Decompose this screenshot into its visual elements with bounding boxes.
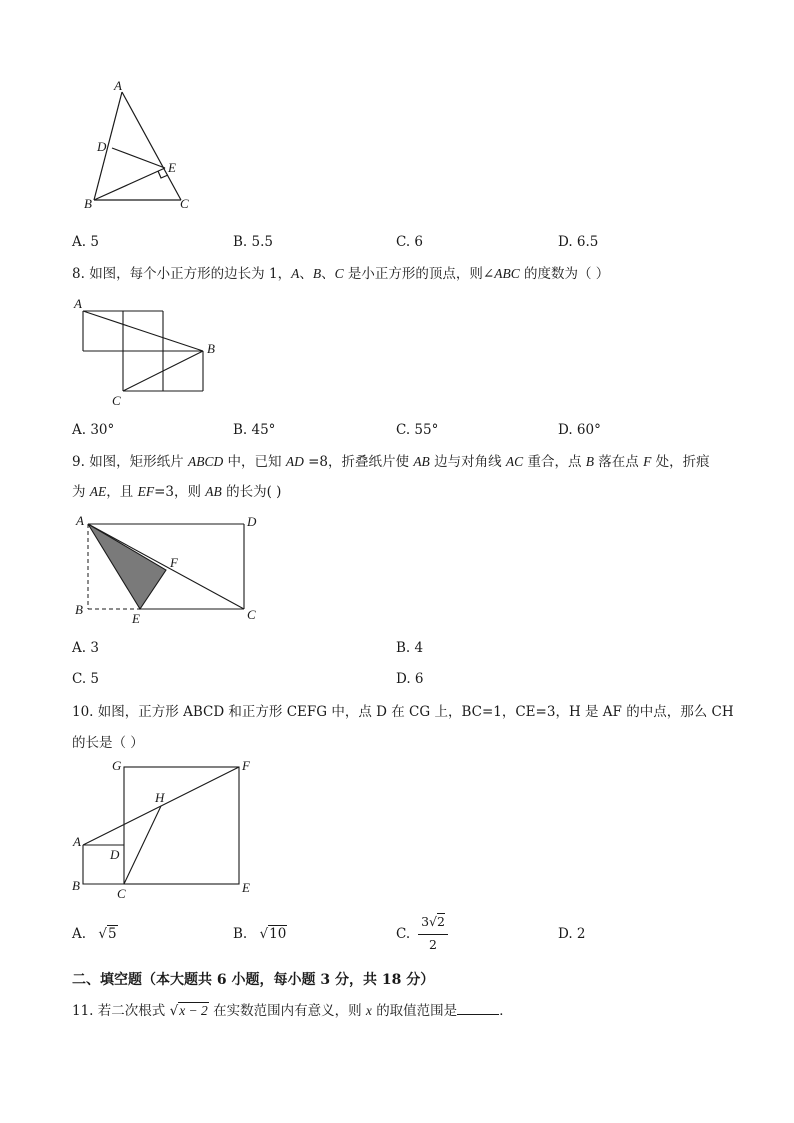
q8-option-a: A. 30° xyxy=(72,422,115,438)
q10-label-b: B xyxy=(72,878,80,893)
q11-number: 11. xyxy=(72,1003,94,1019)
q10-label-c: C xyxy=(117,886,126,901)
q8-label-a: A xyxy=(74,296,82,311)
q7-label-b: B xyxy=(84,196,92,211)
q9-option-d: D. 6 xyxy=(396,671,424,687)
q9-question-line1: 9. 如图，矩形纸片 ABCD 中，已知 AD =8，折叠纸片使 AB 边与对角线 AC 重合，点 B 落在点 F 处，折痕 xyxy=(72,454,710,470)
section-fill-in-title: 二、填空题（本大题共 6 小题，每小题 3 分，共 18 分） xyxy=(72,972,435,988)
q9-question-line2: 为 AE，且 EF=3，则 AB 的长为( ) xyxy=(72,484,282,500)
q8-option-d: D. 60° xyxy=(558,422,601,438)
q7-label-e: E xyxy=(168,160,176,175)
q10-option-a-radicand: 5 xyxy=(107,926,117,942)
q7-option-b: B. 5.5 xyxy=(233,234,273,250)
q10-option-a: A. √5 xyxy=(72,926,117,942)
q8-number: 8. xyxy=(72,266,85,282)
q8-label-b: B xyxy=(207,341,215,356)
q7-option-a: A. 5 xyxy=(72,234,99,250)
q10-option-d: D. 2 xyxy=(558,926,586,942)
q7-label-d: D xyxy=(97,139,107,154)
q10-label-h: H xyxy=(155,790,165,805)
q10-label-g: G xyxy=(112,758,122,773)
q10-label-d: D xyxy=(110,847,120,862)
q11-answer-blank[interactable] xyxy=(457,1000,499,1015)
q7-label-a: A xyxy=(114,78,122,93)
q10-question-line2: 的长是（ ） xyxy=(72,735,144,751)
q11-radicand: x − 2 xyxy=(179,1003,208,1018)
q7-option-d: D. 6.5 xyxy=(558,234,599,250)
q10-option-b-radicand: 10 xyxy=(269,926,287,942)
q9-label-d: D xyxy=(247,514,257,529)
q9-label-a: A xyxy=(76,513,84,528)
q9-option-c: C. 5 xyxy=(72,671,100,687)
q10-question-line1: 10. 如图，正方形 ABCD 和正方形 CEFG 中，点 D 在 CG 上，BC=1，CE=3，H 是 AF 的中点，那么 CH xyxy=(72,704,734,720)
q10-label-a: A xyxy=(73,834,81,849)
q9-label-c: C xyxy=(247,607,256,622)
q10-option-b: B. √10 xyxy=(233,926,287,942)
q9-label-e: E xyxy=(132,611,140,626)
q9-option-a: A. 3 xyxy=(72,640,99,656)
q9-label-b: B xyxy=(75,602,83,617)
q10-number: 10. xyxy=(72,704,94,720)
q8-option-c: C. 55° xyxy=(396,422,439,438)
q7-option-c: C. 6 xyxy=(396,234,424,250)
q10-label-f: F xyxy=(242,758,250,773)
q10-label-e: E xyxy=(242,880,250,895)
q7-label-c: C xyxy=(180,196,189,211)
q8-question-text: 8. 如图，每个小正方形的边长为 1，A、B、C 是小正方形的顶点，则∠ABC 的度数为（ ） xyxy=(72,266,610,282)
q9-label-f: F xyxy=(170,555,178,570)
q11-question-text: 11. 若二次根式 √x − 2 在实数范围内有意义，则 x 的取值范围是 ． xyxy=(72,1000,513,1021)
q9-option-b: B. 4 xyxy=(396,640,424,656)
q8-option-b: B. 45° xyxy=(233,422,276,438)
q8-label-c: C xyxy=(112,393,121,408)
q9-number: 9. xyxy=(72,454,85,470)
